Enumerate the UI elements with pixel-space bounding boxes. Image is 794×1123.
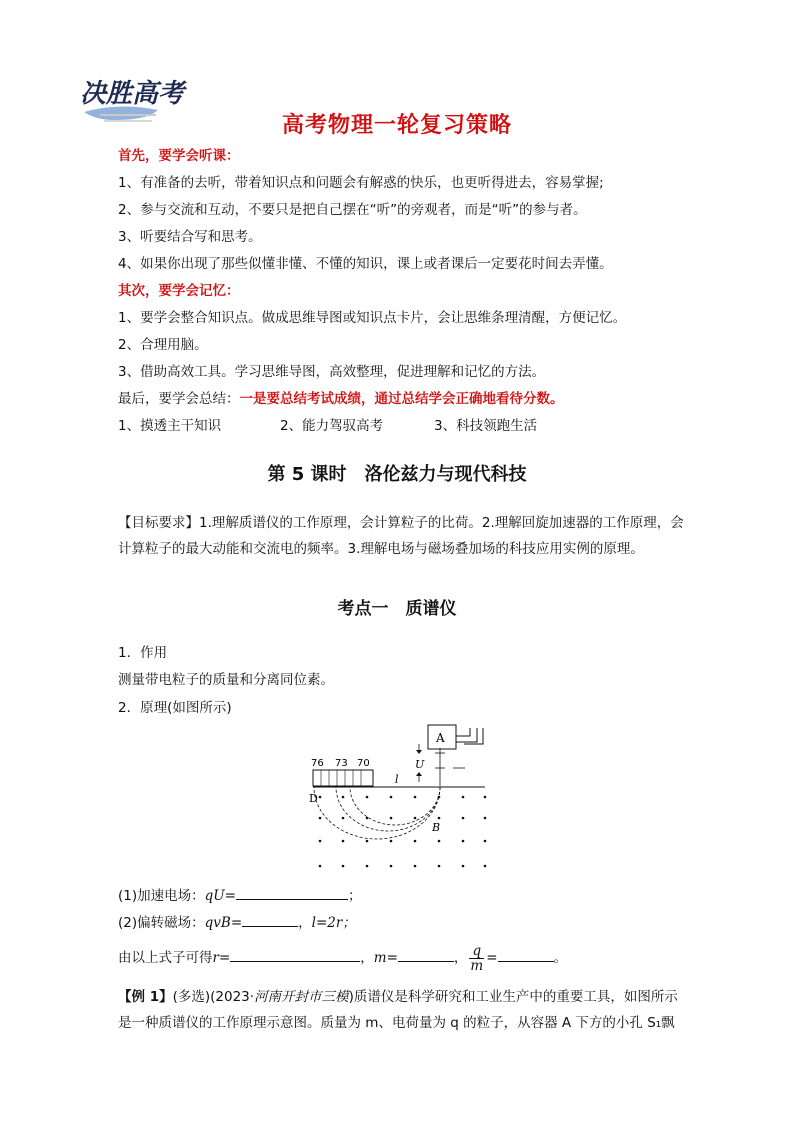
formula-punct: ； <box>347 888 362 904</box>
heading-memory: 其次，要学会记忆： <box>118 283 240 299</box>
formula-punct: 。 <box>553 950 568 966</box>
answer-blank[interactable] <box>398 947 454 962</box>
example-tag: 【例 1】 <box>118 989 173 1005</box>
list-item: 1、要学会整合知识点。做成思维导图或知识点卡片，会让思维条理清醒，方便记忆。 <box>118 310 627 326</box>
section-heading: 2．原理(如图所示) <box>118 700 232 716</box>
formula-label: (2)偏转磁场： <box>118 915 205 931</box>
magnetic-field-dots <box>319 796 487 868</box>
summary-line <box>118 387 564 407</box>
formula-punct: ， <box>298 915 312 931</box>
objectives-text: 1.理解质谱仪的工作原理，会计算粒子的比荷。2.理解回旋加速器的工作原理，会计算粒子的最大动能和交流电的频率。3.理解电场与磁场叠加场的科技应用实例的原理。 <box>118 515 684 557</box>
goal-item: 2、能力驾驭高考 <box>280 418 384 434</box>
goal-item: 3、科技领跑生活 <box>434 418 538 434</box>
example-source: 河南开封市三模 <box>254 989 349 1005</box>
formula-deflection <box>118 911 356 931</box>
list-item: 3、借助高效工具。学习思维导图，高效整理，促进理解和记忆的方法。 <box>118 364 546 380</box>
lesson-title: 第 5 课时 洛伦兹力与现代科技 <box>267 464 527 485</box>
section-body: 测量带电粒子的质量和分离同位素。 <box>118 672 334 688</box>
formula-punct: ， <box>360 950 374 966</box>
goal-item: 1、摸透主干知识 <box>118 418 222 434</box>
label-b: B <box>432 821 441 834</box>
formula-expr: m= <box>373 950 398 966</box>
answer-blank[interactable] <box>236 885 348 900</box>
page-title: 高考物理一轮复习策略 <box>281 113 512 138</box>
section-heading: 1．作用 <box>118 645 168 661</box>
answer-blank[interactable] <box>498 947 554 962</box>
formula-expr: qvB= <box>204 915 243 931</box>
list-item: 4、如果你出现了那些似懂非懂、不懂的知识，课上或者课后一定要花时间去弄懂。 <box>118 256 613 272</box>
formula-result <box>118 944 567 973</box>
example-year: (2023· <box>210 989 255 1005</box>
label-d: D <box>309 792 318 805</box>
formula-label: (1)加速电场： <box>118 888 205 904</box>
list-item: 2、合理用脑。 <box>118 337 208 353</box>
kaodian-title: 考点一 质谱仪 <box>337 599 457 619</box>
objectives-tag: 【目标要求】 <box>118 515 199 531</box>
example-text: 质谱仪是科学研究和工业生产中的重要工具，如图所示是一种质谱仪的工作原理示意图。质量为 m、电荷量为 q 的粒子，从容器 A 下方的小孔 S₁飘 <box>118 989 678 1031</box>
answer-blank[interactable] <box>230 947 360 962</box>
heading-listen: 首先，要学会听课： <box>118 148 240 164</box>
example-kind: (多选) <box>172 989 211 1005</box>
fraction-numerator: q <box>469 944 484 959</box>
fraction-denominator: m <box>470 958 484 974</box>
list-item: 2、参与交流和互动，不要只是把自己摆在“听”的旁观者，而是“听”的参与者。 <box>118 202 587 218</box>
goals-row <box>118 414 537 434</box>
label-l: l <box>395 773 399 786</box>
list-item: 1、有准备的去听，带着知识点和问题会有解惑的快乐，也更听得进去，容易掌握; <box>118 175 604 191</box>
formula-expr: = <box>486 950 498 966</box>
example-close: ) <box>348 989 354 1005</box>
label-u: U <box>415 758 425 771</box>
summary-lead: 最后，要学会总结： <box>118 391 240 407</box>
fraction-q-over-m <box>469 944 484 973</box>
formula-acceleration <box>118 884 361 904</box>
example-1 <box>118 984 690 1036</box>
label-a: A <box>436 731 445 745</box>
objectives <box>118 510 688 562</box>
formula-expr: qU= <box>204 888 236 904</box>
mass-spectrometer-diagram <box>305 720 495 872</box>
logo-text: 决胜高考 <box>80 79 185 109</box>
list-item: 3、听要结合写和思考。 <box>118 229 262 245</box>
scale-label: 70 <box>357 758 370 769</box>
formula-expr: l=2r； <box>311 915 356 931</box>
formula-label: 由以上式子可得 <box>118 950 213 966</box>
scale-label: 76 <box>311 758 324 769</box>
scale-label: 73 <box>335 758 348 769</box>
formula-punct: ， <box>453 950 468 966</box>
answer-blank[interactable] <box>242 912 298 927</box>
summary-highlight: 一是要总结考试成绩，通过总结学会正确地看待分数。 <box>239 391 564 407</box>
formula-expr: r= <box>212 950 231 966</box>
